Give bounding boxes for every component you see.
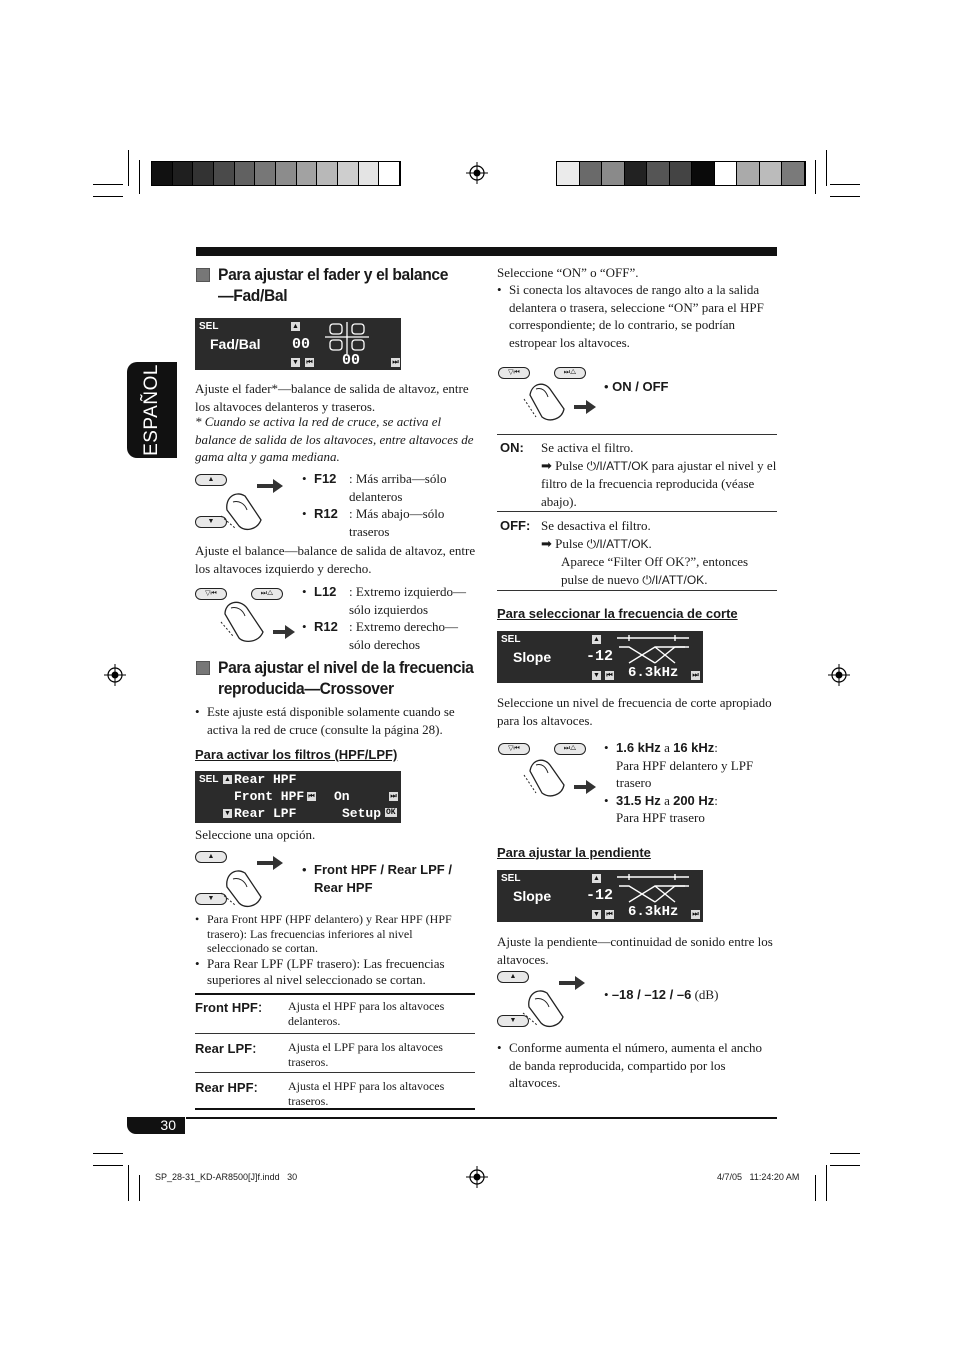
lcd-slope-db: -12 — [586, 887, 614, 904]
grey-swatch — [782, 162, 805, 185]
on-description: ON: Se activa el filtro. ➡ Pulse ⏻/Ι/ATT/OK para ajustar el nivel y el filtro de la frecuencia reproducida (véase abajo). — [500, 440, 777, 509]
grey-swatch — [557, 162, 580, 185]
registration-mark-icon — [466, 162, 488, 184]
bottom-rule — [186, 1117, 777, 1119]
cutoff-description: Seleccione un nivel de frecuencia de corte apropiado para los altavoces. — [497, 695, 772, 728]
lcd-option-front-hpf: Front HPF — [234, 789, 305, 804]
color-calibration-bar-left — [151, 161, 401, 186]
footer-timestamp: 4/7/05 11:24:20 AM — [717, 1172, 800, 1182]
lcd-slope-label: Slope — [513, 888, 552, 904]
select-option-text: Seleccione una opción. — [195, 827, 316, 842]
registration-mark-icon — [104, 664, 126, 686]
lcd-slope-label: Slope — [513, 649, 552, 665]
grey-swatch — [235, 162, 256, 185]
table-row: Rear LPF: Ajusta el LPF para los altavoces traseros. — [195, 1034, 475, 1073]
subheading-slope: Para ajustar la pendiente — [497, 845, 651, 860]
grey-swatch — [602, 162, 625, 185]
section-title-crossover: Para ajustar el nivel de la frecuencia reproducida—Crossover — [218, 658, 474, 698]
slope-description: Ajuste la pendiente—continuidad de sonido entre los altavoces. — [497, 934, 773, 967]
balance-values-list: • L12 : Extremo izquierdo—sólo izquierdos • R12 : Extremo derecho—sólo derechos — [302, 584, 466, 652]
high-range-warning: • Si conecta los altavoces de rango alto a la salida delantera o trasera, seleccione “ON” para el HPF correspondiente; de lo contrario, se podrían estropear los altavoces. — [497, 282, 764, 350]
filter-notes: • Para Front HPF (HPF delantero) y Rear HPF (HPF trasero): Las frecuencias inferiores al nivel seleccionado se cortan. • Para Rear LPF (LPF trasero): Las frecuencias superiores al nivel seleccionado se cortan. — [195, 912, 452, 987]
section-marker — [196, 661, 210, 675]
grey-swatch — [580, 162, 603, 185]
crossover-curve-icon — [615, 872, 695, 904]
language-label: ESPAÑOL — [141, 364, 162, 456]
filter-table — [195, 996, 475, 1110]
crossover-curve-icon — [615, 633, 695, 665]
up-button: ▲ — [195, 474, 227, 486]
table-row: Front HPF: Ajusta el HPF para los altavoces delanteros. — [195, 996, 475, 1034]
cutoff-frequency-list: • 1.6 kHz a 16 kHz: Para HPF delantero y LPF trasero • 31.5 Hz a 200 Hz: Para HPF trasero — [604, 740, 754, 825]
lcd-display-fadbal: SEL Fad/Bal ▲ ▼ ⏮ ⏭ 00 00 — [195, 318, 401, 370]
left-right-buttons-illustration — [195, 586, 295, 646]
lcd-option-rear-hpf: Rear HPF — [234, 772, 297, 787]
lcd-fader-value: 00 — [292, 336, 311, 353]
grey-swatch — [152, 162, 173, 185]
grey-swatch — [214, 162, 235, 185]
up-down-buttons-illustration: ▲ ▼ — [195, 849, 285, 911]
fader-values-list: • F12 : Más arriba—sólo delanteros • R12 : Más abajo—sólo traseros — [302, 471, 447, 539]
lcd-on-value: On — [334, 789, 350, 804]
lcd-ok-badge: OK — [386, 808, 396, 817]
footer-filename: SP_28-31_KD-AR8500[J]f.indd 30 — [155, 1172, 298, 1182]
bandwidth-note: • Conforme aumenta el número, aumenta el ancho de banda reproducida, compartido por los altavoces. — [497, 1040, 763, 1090]
fader-note: * Cuando se activa la red de cruce, se activa el balance de salida de los altavoces, entre altavoces de gama alta y gama mediana. — [195, 414, 474, 464]
table-row: Rear HPF: Ajusta el HPF para los altavoces traseros. — [195, 1073, 475, 1110]
right-button: ⏭△ — [251, 588, 283, 600]
grey-swatch — [647, 162, 670, 185]
lcd-display-cutoff: SEL Slope ▲ ▼ ⏮ ⏭ -12 6.3kHz — [497, 631, 703, 683]
up-down-buttons-illustration — [195, 472, 285, 534]
left-right-buttons-illustration: ▽⏮ ⏭△ — [498, 365, 598, 425]
subheading-activate-filters: Para activar los filtros (HPF/LPF) — [195, 747, 398, 762]
page-number-tab — [127, 1117, 185, 1134]
page-number: 30 — [160, 1117, 176, 1133]
slope-values: • –18 / –12 / –6 (dB) — [604, 987, 719, 1002]
registration-mark-icon — [466, 1166, 488, 1188]
grey-swatch — [359, 162, 380, 185]
lcd-mode-label: Fad/Bal — [210, 336, 261, 352]
grey-swatch — [193, 162, 214, 185]
left-button: ▽⏮ — [195, 588, 227, 600]
lcd-display-filters: SEL ▲ ▼ Rear HPF Front HPF Rear LPF ⏮ ⏭ On Setup OK — [195, 771, 401, 823]
on-off-options: • ON / OFF — [604, 379, 669, 394]
up-down-buttons-illustration: ▲ ▼ — [497, 969, 587, 1031]
grey-swatch — [379, 162, 400, 185]
grey-swatch — [255, 162, 276, 185]
grey-swatch — [670, 162, 693, 185]
filter-options: • Front HPF / Rear LPF / Rear HPF — [302, 862, 452, 895]
lcd-option-rear-lpf: Rear LPF — [234, 806, 297, 821]
lcd-slope-db: -12 — [586, 648, 614, 665]
lcd-balance-value: 00 — [342, 352, 361, 369]
lcd-cutoff-freq: 6.3kHz — [628, 665, 679, 681]
grey-swatch — [338, 162, 359, 185]
left-right-buttons-illustration: ▽⏮ ⏭△ — [498, 741, 598, 801]
fader-description: Ajuste el fader*—balance de salida de altavoz, entre los altavoces delanteros y traseros. — [195, 381, 469, 414]
section-marker — [196, 268, 210, 282]
grey-swatch — [297, 162, 318, 185]
grey-swatch — [625, 162, 648, 185]
section-title-fader: Para ajustar el fader y el balance —Fad/Bal — [218, 265, 449, 305]
lcd-cutoff-freq: 6.3kHz — [628, 904, 679, 920]
registration-mark-icon — [828, 664, 850, 686]
color-calibration-bar-right — [556, 161, 806, 186]
grey-swatch — [276, 162, 297, 185]
down-button: ▼ — [195, 516, 227, 528]
car-seats-icon — [325, 320, 375, 356]
balance-description: Ajuste el balance—balance de salida de altavoz, entre los altavoces izquierdo y derecho. — [195, 543, 476, 576]
grey-swatch — [737, 162, 760, 185]
grey-swatch — [692, 162, 715, 185]
select-on-off: Seleccione “ON” o “OFF”. — [497, 265, 639, 280]
lcd-display-slope: SEL Slope ▲ ▼ ⏮ ⏭ -12 6.3kHz — [497, 870, 703, 922]
grey-swatch — [173, 162, 194, 185]
grey-swatch — [317, 162, 338, 185]
grey-swatch — [715, 162, 738, 185]
crossover-availability-note: • Este ajuste está disponible solamente cuando se activa la red de cruce (consulte la página 28). — [195, 704, 455, 737]
lcd-setup-label: Setup — [342, 806, 382, 821]
language-side-tab — [127, 362, 177, 458]
off-description: OFF: Se desactiva el filtro. ➡ Pulse ⏻/Ι/ATT/OK. Aparece “Filter Off OK?”, entonces pulse de nuevo ⏻/Ι/ATT/OK. — [500, 518, 749, 587]
subheading-cutoff-frequency: Para seleccionar la frecuencia de corte — [497, 606, 738, 621]
top-rule — [196, 247, 777, 256]
grey-swatch — [760, 162, 783, 185]
